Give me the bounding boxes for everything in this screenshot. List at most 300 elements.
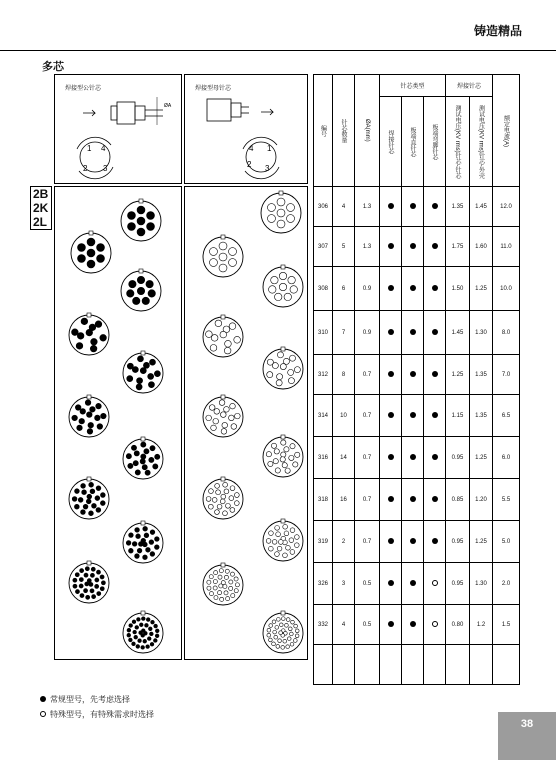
pin bbox=[75, 405, 81, 411]
cell-code: 310 bbox=[314, 311, 333, 355]
pin-type-cell bbox=[424, 227, 446, 267]
series-code: 2B bbox=[33, 187, 49, 201]
cell-count: 2 bbox=[333, 521, 355, 563]
pin bbox=[146, 618, 150, 622]
pin bbox=[134, 635, 138, 639]
cell-dia: 1.3 bbox=[355, 227, 380, 267]
cell-dia: 0.7 bbox=[355, 521, 380, 563]
pin-type-cell bbox=[402, 605, 424, 645]
pin bbox=[143, 555, 148, 560]
cell-v1: 1.15 bbox=[446, 395, 470, 437]
pin-type-cell bbox=[424, 563, 446, 605]
cell-dia: 0.7 bbox=[355, 479, 380, 521]
pin-type-cell bbox=[424, 395, 446, 437]
pin bbox=[127, 628, 131, 632]
pin bbox=[290, 286, 297, 293]
pin bbox=[226, 597, 230, 601]
pin-type-cell bbox=[380, 395, 402, 437]
filled-dot-icon bbox=[432, 538, 438, 544]
pin bbox=[279, 283, 286, 290]
pin bbox=[223, 584, 227, 588]
pin bbox=[288, 378, 294, 384]
pin bbox=[96, 508, 101, 513]
cell-v1: 1.35 bbox=[446, 187, 470, 227]
pin bbox=[288, 369, 294, 375]
pin bbox=[150, 530, 155, 535]
pin bbox=[141, 646, 145, 650]
pin-type-cell bbox=[402, 311, 424, 355]
filled-dot-icon bbox=[388, 454, 394, 460]
pin bbox=[80, 569, 84, 573]
filled-dot-icon bbox=[388, 412, 394, 418]
cell-dia: 0.7 bbox=[355, 395, 380, 437]
cell-v2: 1.25 bbox=[470, 267, 493, 311]
pin bbox=[230, 508, 235, 513]
pin bbox=[100, 493, 105, 498]
key-notch bbox=[89, 231, 93, 235]
header-pin-type: 针芯类型 bbox=[380, 75, 446, 97]
pin bbox=[72, 329, 79, 336]
filled-dot-icon bbox=[432, 454, 438, 460]
pin bbox=[142, 297, 149, 304]
pin bbox=[136, 534, 141, 539]
pin bbox=[85, 582, 89, 586]
pin bbox=[279, 631, 283, 635]
pin bbox=[126, 454, 131, 459]
pin bbox=[148, 290, 155, 297]
filled-dot-icon bbox=[432, 496, 438, 502]
pin bbox=[136, 645, 140, 649]
pin bbox=[229, 496, 234, 501]
pin bbox=[142, 465, 147, 470]
pin bbox=[140, 459, 145, 464]
pin bbox=[212, 497, 217, 502]
pin bbox=[273, 459, 278, 464]
pin bbox=[209, 575, 213, 579]
table-row bbox=[314, 437, 520, 479]
table-row bbox=[314, 227, 520, 267]
table-row bbox=[314, 311, 520, 355]
key-notch bbox=[281, 611, 285, 615]
pin bbox=[75, 573, 79, 577]
diagram-number: 4 bbox=[101, 144, 106, 153]
filled-dot-icon bbox=[410, 412, 416, 418]
diagram-number: 2 bbox=[83, 164, 88, 173]
key-notch bbox=[141, 437, 145, 441]
pin bbox=[77, 255, 85, 263]
pin bbox=[221, 429, 227, 435]
cell-dia: 0.5 bbox=[355, 563, 380, 605]
pin bbox=[295, 452, 300, 457]
pin bbox=[217, 504, 222, 509]
pin bbox=[135, 470, 140, 475]
pin bbox=[129, 533, 134, 538]
series-code: 2K bbox=[33, 201, 49, 215]
pin bbox=[87, 238, 95, 246]
cell-code: 332 bbox=[314, 605, 333, 645]
cell-count: 6 bbox=[333, 267, 355, 311]
cell-current: 6.5 bbox=[493, 395, 520, 437]
diagram-number: 3 bbox=[265, 164, 270, 173]
pin bbox=[132, 542, 137, 547]
male-pin-label: 焊接型公针芯 bbox=[65, 85, 102, 92]
filled-dot-icon bbox=[410, 285, 416, 291]
pin bbox=[147, 637, 151, 641]
cell-code: 319 bbox=[314, 521, 333, 563]
header-pcb-bent: 板端弯脚针芯 bbox=[424, 97, 446, 187]
pin bbox=[87, 429, 93, 435]
header-diameter: ØA(mm) bbox=[355, 75, 380, 187]
pin bbox=[229, 580, 233, 584]
cell-count: 5 bbox=[333, 227, 355, 267]
pin bbox=[85, 567, 89, 571]
filled-dot-icon bbox=[388, 243, 394, 249]
filled-dot-icon bbox=[388, 203, 394, 209]
pin bbox=[229, 248, 237, 256]
legend-filled bbox=[40, 694, 130, 705]
key-notch bbox=[139, 199, 143, 203]
pin-type-cell bbox=[402, 187, 424, 227]
pin bbox=[207, 586, 211, 590]
pin bbox=[234, 336, 241, 343]
pin bbox=[81, 483, 86, 488]
pin-type-cell bbox=[402, 395, 424, 437]
pin bbox=[272, 620, 276, 624]
cell-code: 316 bbox=[314, 437, 333, 479]
pin bbox=[137, 228, 145, 236]
pin bbox=[277, 198, 285, 206]
cell-dia: 0.5 bbox=[355, 605, 380, 645]
pin bbox=[85, 400, 91, 406]
pin bbox=[211, 335, 218, 342]
pin bbox=[294, 367, 300, 373]
pin bbox=[128, 463, 133, 468]
pin bbox=[278, 540, 283, 545]
cell-v1: 0.95 bbox=[446, 563, 470, 605]
pin bbox=[295, 629, 299, 633]
pin bbox=[276, 380, 282, 386]
cell-code: 308 bbox=[314, 267, 333, 311]
pin bbox=[75, 489, 80, 494]
pin bbox=[281, 617, 285, 621]
cell-v2: 1.2 bbox=[470, 605, 493, 645]
pin bbox=[285, 623, 289, 627]
pin bbox=[215, 510, 220, 515]
male-pin-drawing bbox=[55, 75, 183, 185]
pin bbox=[266, 539, 271, 544]
key-notch bbox=[87, 561, 91, 565]
pin bbox=[271, 443, 276, 448]
header-pcb-straight: 板端直针芯 bbox=[402, 97, 424, 187]
pin bbox=[91, 338, 98, 345]
pin bbox=[83, 504, 88, 509]
cell-v1: 0.80 bbox=[446, 605, 470, 645]
pin bbox=[211, 425, 217, 431]
pin bbox=[268, 461, 273, 466]
pin bbox=[155, 454, 160, 459]
pin bbox=[145, 470, 150, 475]
series-code: 2L bbox=[33, 215, 48, 229]
pin bbox=[284, 293, 291, 300]
key-notch bbox=[87, 395, 91, 399]
header-solder-group: 焊接针芯 bbox=[446, 75, 493, 97]
pin-type-cell bbox=[402, 267, 424, 311]
pin bbox=[206, 331, 213, 338]
cell-v1: 1.25 bbox=[446, 355, 470, 395]
pin bbox=[284, 531, 289, 536]
pin bbox=[275, 526, 280, 531]
pin bbox=[88, 422, 94, 428]
pin bbox=[72, 415, 78, 421]
pin bbox=[101, 413, 107, 419]
pin bbox=[214, 595, 218, 599]
pin bbox=[222, 422, 228, 428]
pin-type-cell bbox=[424, 437, 446, 479]
pin bbox=[289, 538, 294, 543]
pin-type-cell bbox=[380, 355, 402, 395]
pin-type-cell bbox=[380, 605, 402, 645]
female-pin-label: 焊接型母针芯 bbox=[195, 85, 232, 92]
cell-count: 7 bbox=[333, 311, 355, 355]
pin bbox=[225, 569, 229, 573]
cell-current: 6.0 bbox=[493, 437, 520, 479]
male-connector-panel bbox=[54, 186, 182, 660]
pin bbox=[213, 418, 219, 424]
pin bbox=[149, 457, 154, 462]
table-row bbox=[314, 605, 520, 645]
pin bbox=[75, 590, 79, 594]
filled-dot-icon bbox=[388, 580, 394, 586]
cell-v1: 0.85 bbox=[446, 479, 470, 521]
pin bbox=[136, 384, 142, 390]
pin bbox=[277, 546, 282, 551]
pin bbox=[286, 545, 291, 550]
pin bbox=[79, 578, 83, 582]
pin-type-cell bbox=[424, 311, 446, 355]
pin bbox=[79, 418, 85, 424]
pin-type-cell bbox=[402, 563, 424, 605]
pin bbox=[235, 583, 239, 587]
pin bbox=[73, 578, 77, 582]
pin-type-cell bbox=[402, 479, 424, 521]
key-notch bbox=[281, 435, 285, 439]
pin bbox=[219, 253, 227, 261]
pin bbox=[225, 340, 232, 347]
pin bbox=[219, 400, 225, 406]
pin bbox=[208, 504, 213, 509]
pin bbox=[290, 444, 295, 449]
pin bbox=[139, 623, 143, 627]
diagram-number: 1 bbox=[267, 144, 272, 153]
pin bbox=[267, 633, 271, 637]
pin bbox=[137, 276, 144, 283]
pin bbox=[137, 287, 144, 294]
pin bbox=[224, 489, 229, 494]
filled-dot-icon bbox=[432, 329, 438, 335]
pin bbox=[209, 248, 217, 256]
cell-count: 14 bbox=[333, 437, 355, 479]
cell-code: 314 bbox=[314, 395, 333, 437]
pin bbox=[141, 454, 146, 459]
pin bbox=[272, 642, 276, 646]
pin bbox=[90, 573, 94, 577]
pin bbox=[127, 290, 134, 297]
cell-code: 326 bbox=[314, 563, 333, 605]
diagram-number: 3 bbox=[103, 164, 108, 173]
pin bbox=[135, 554, 140, 559]
pin bbox=[144, 533, 149, 538]
pin bbox=[226, 503, 231, 508]
pin bbox=[224, 575, 228, 579]
pin-type-cell bbox=[402, 521, 424, 563]
pin bbox=[214, 571, 218, 575]
pin bbox=[137, 378, 143, 384]
pin bbox=[273, 630, 277, 634]
pin bbox=[127, 376, 133, 382]
filled-dot-icon bbox=[410, 243, 416, 249]
section-title: 多芯 bbox=[42, 60, 64, 73]
female-pin-panel bbox=[184, 74, 308, 184]
pin bbox=[79, 584, 83, 588]
filled-dot-icon bbox=[432, 203, 438, 209]
male-pin-panel bbox=[54, 74, 182, 184]
pin bbox=[73, 584, 77, 588]
table-row bbox=[314, 187, 520, 227]
pin bbox=[100, 587, 104, 591]
pin bbox=[206, 415, 212, 421]
pin bbox=[147, 223, 155, 231]
pin bbox=[132, 620, 136, 624]
pin bbox=[288, 627, 292, 631]
pin bbox=[147, 212, 155, 220]
pin bbox=[86, 412, 92, 418]
pin bbox=[290, 528, 295, 533]
pin bbox=[219, 569, 223, 573]
pin bbox=[277, 220, 285, 228]
pin bbox=[92, 503, 97, 508]
pin bbox=[230, 486, 235, 491]
pin bbox=[293, 639, 297, 643]
cell-dia: 0.7 bbox=[355, 437, 380, 479]
diagram-number: 2 bbox=[247, 160, 252, 169]
pin bbox=[139, 631, 143, 635]
pin bbox=[129, 280, 136, 287]
pin bbox=[231, 594, 235, 598]
pin bbox=[133, 630, 137, 634]
pin bbox=[132, 367, 138, 373]
cell-current: 10.0 bbox=[493, 267, 520, 311]
pin bbox=[267, 215, 275, 223]
filled-dot-icon bbox=[388, 621, 394, 627]
pin bbox=[213, 580, 217, 584]
key-notch bbox=[141, 611, 145, 615]
pin bbox=[229, 259, 237, 267]
cell-dia: 0.9 bbox=[355, 311, 380, 355]
pin bbox=[209, 592, 213, 596]
pin bbox=[274, 449, 279, 454]
pin bbox=[77, 244, 85, 252]
pin-type-cell bbox=[424, 187, 446, 227]
pin bbox=[141, 617, 145, 621]
pin bbox=[223, 482, 228, 487]
pin bbox=[277, 209, 285, 217]
pin bbox=[206, 496, 211, 501]
pin bbox=[150, 552, 155, 557]
pin bbox=[131, 445, 136, 450]
female-pin-drawing bbox=[185, 75, 309, 185]
cell-current: 1.5 bbox=[493, 605, 520, 645]
filled-dot-icon bbox=[432, 285, 438, 291]
filled-dot-icon bbox=[40, 696, 46, 702]
pin-type-cell bbox=[380, 227, 402, 267]
cell-count: 8 bbox=[333, 355, 355, 395]
pin bbox=[81, 318, 88, 325]
cell-v2: 1.20 bbox=[470, 479, 493, 521]
cell-dia: 0.9 bbox=[355, 267, 380, 311]
key-notch bbox=[221, 315, 225, 319]
legend-open-text: 特殊型号，有特殊需求时选择 bbox=[50, 710, 154, 719]
pin bbox=[89, 511, 94, 516]
pin bbox=[276, 645, 280, 649]
pin bbox=[281, 646, 285, 650]
pin bbox=[90, 407, 96, 413]
pin-type-cell bbox=[380, 187, 402, 227]
pin bbox=[82, 490, 87, 495]
pin bbox=[89, 482, 94, 487]
pin bbox=[229, 586, 233, 590]
pin bbox=[95, 584, 99, 588]
pin bbox=[286, 618, 290, 622]
pin bbox=[143, 639, 147, 643]
pin bbox=[138, 542, 143, 547]
pin bbox=[269, 624, 273, 628]
pin bbox=[137, 618, 141, 622]
pin bbox=[86, 329, 93, 336]
cell-current bbox=[493, 645, 520, 685]
cell-v2: 1.25 bbox=[470, 521, 493, 563]
key-notch bbox=[221, 235, 225, 239]
pin bbox=[266, 452, 271, 457]
pin bbox=[87, 249, 95, 257]
pin bbox=[153, 464, 158, 469]
pin bbox=[282, 463, 287, 468]
pin bbox=[89, 582, 93, 586]
pin bbox=[224, 407, 230, 413]
pin bbox=[140, 368, 146, 374]
pin bbox=[290, 642, 294, 646]
cell-v1: 0.95 bbox=[446, 521, 470, 563]
table-row bbox=[314, 355, 520, 395]
pin-type-cell bbox=[380, 311, 402, 355]
cell-code: 312 bbox=[314, 355, 333, 395]
filled-dot-icon bbox=[410, 371, 416, 377]
pin bbox=[275, 626, 279, 630]
pin bbox=[138, 639, 142, 643]
filled-dot-icon bbox=[388, 329, 394, 335]
pin bbox=[149, 632, 153, 636]
key-notch bbox=[221, 477, 225, 481]
cell-code: 318 bbox=[314, 479, 333, 521]
filled-dot-icon bbox=[432, 243, 438, 249]
pin bbox=[275, 468, 280, 473]
pin bbox=[289, 632, 293, 636]
header-test-pin-pin: 测试电压(KV rms)针芯-针芯 bbox=[446, 97, 470, 187]
pin bbox=[146, 547, 151, 552]
pin bbox=[269, 531, 274, 536]
pin bbox=[284, 447, 289, 452]
cell-v1: 1.75 bbox=[446, 227, 470, 267]
pin bbox=[81, 510, 86, 515]
